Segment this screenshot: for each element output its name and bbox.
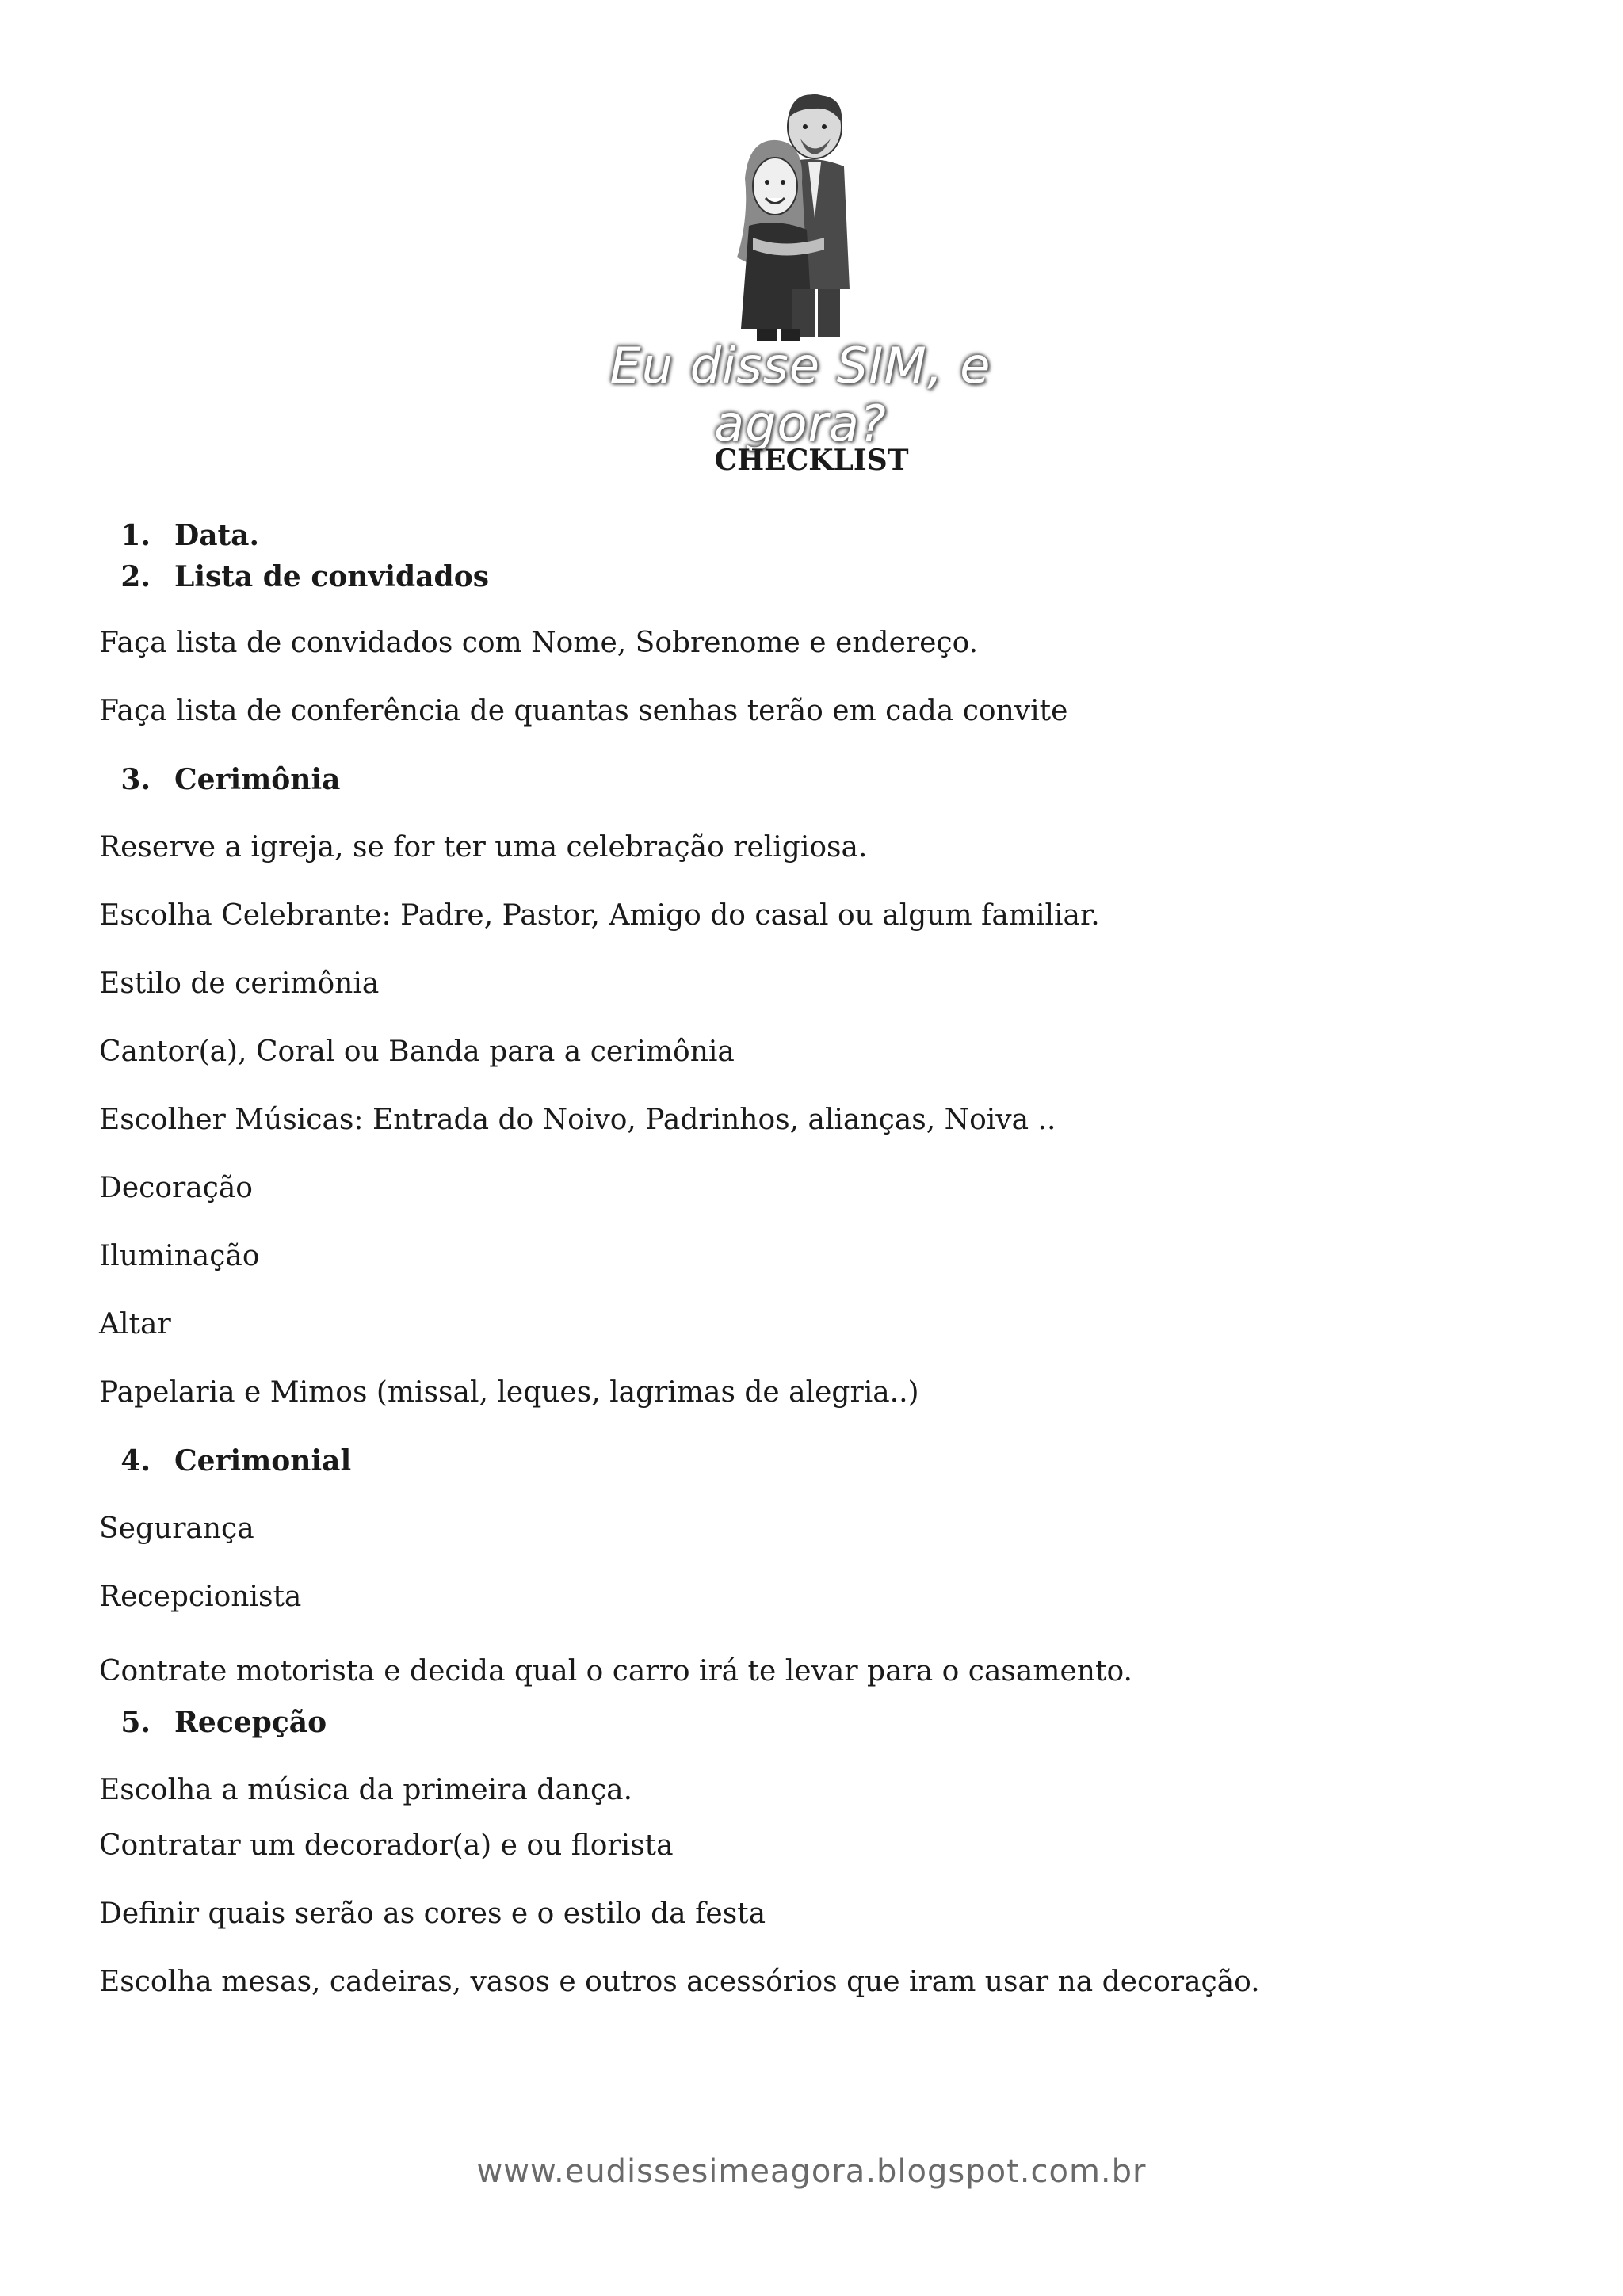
- section-title: Recepção: [174, 1706, 327, 1739]
- paragraph: Reserve a igreja, se for ter uma celebração religiosa.: [99, 831, 868, 864]
- paragraph: Contrate motorista e decida qual o carro irá te levar para o casamento.: [99, 1655, 1132, 1688]
- logo-caption: Eu disse SIM, e agora?: [609, 337, 991, 452]
- section-heading-cerimonial: [99, 1440, 1526, 1482]
- paragraph: Iluminação: [99, 1240, 260, 1272]
- paragraph: Segurança: [99, 1512, 254, 1545]
- couple-caricature-icon: [713, 91, 872, 345]
- section-heading-cerimonia: [99, 759, 1526, 800]
- paragraph: Recepcionista: [99, 1581, 302, 1613]
- paragraph: Faça lista de convidados com Nome, Sobrenome e endereço.: [99, 627, 979, 659]
- paragraph: Altar: [99, 1308, 171, 1341]
- section-number: 2.: [120, 560, 151, 593]
- paragraph: Escolha a música da primeira dança.: [99, 1774, 633, 1806]
- paragraph: Definir quais serão as cores e o estilo da festa: [99, 1897, 766, 1930]
- paragraph: Escolha mesas, cadeiras, vasos e outros acessórios que iram usar na decoração.: [99, 1966, 1260, 1998]
- section-title: Cerimônia: [174, 763, 341, 796]
- section-title: Data.: [174, 519, 260, 552]
- paragraph: Escolher Músicas: Entrada do Noivo, Padrinhos, alianças, Noiva ..: [99, 1104, 1056, 1136]
- paragraph: Faça lista de conferência de quantas senhas terão em cada convite: [99, 695, 1068, 727]
- paragraph: Estilo de cerimônia: [99, 967, 380, 1000]
- paragraph: Papelaria e Mimos (missal, leques, lagrimas de alegria..): [99, 1376, 919, 1409]
- section-title: Lista de convidados: [174, 560, 490, 593]
- checklist-content: [99, 507, 1526, 2000]
- document-title: CHECKLIST: [714, 444, 909, 477]
- section-number: 5.: [120, 1706, 151, 1739]
- section-heading-data: [99, 515, 1526, 556]
- paragraph: Escolha Celebrante: Padre, Pastor, Amigo do casal ou algum familiar.: [99, 899, 1100, 932]
- paragraph: Decoração: [99, 1172, 253, 1204]
- section-heading-recepcao: [99, 1702, 1526, 1743]
- footer-url: www.eudissesimeagora.blogspot.com.br: [476, 2153, 1147, 2190]
- section-title: Cerimonial: [174, 1444, 352, 1478]
- section-number: 4.: [120, 1444, 151, 1478]
- section-number: 3.: [120, 763, 151, 796]
- paragraph: Contratar um decorador(a) e ou florista: [99, 1829, 674, 1862]
- section-number: 1.: [120, 519, 151, 552]
- section-heading-lista-convidados: [99, 556, 1526, 597]
- paragraph: Cantor(a), Coral ou Banda para a cerimônia: [99, 1035, 735, 1068]
